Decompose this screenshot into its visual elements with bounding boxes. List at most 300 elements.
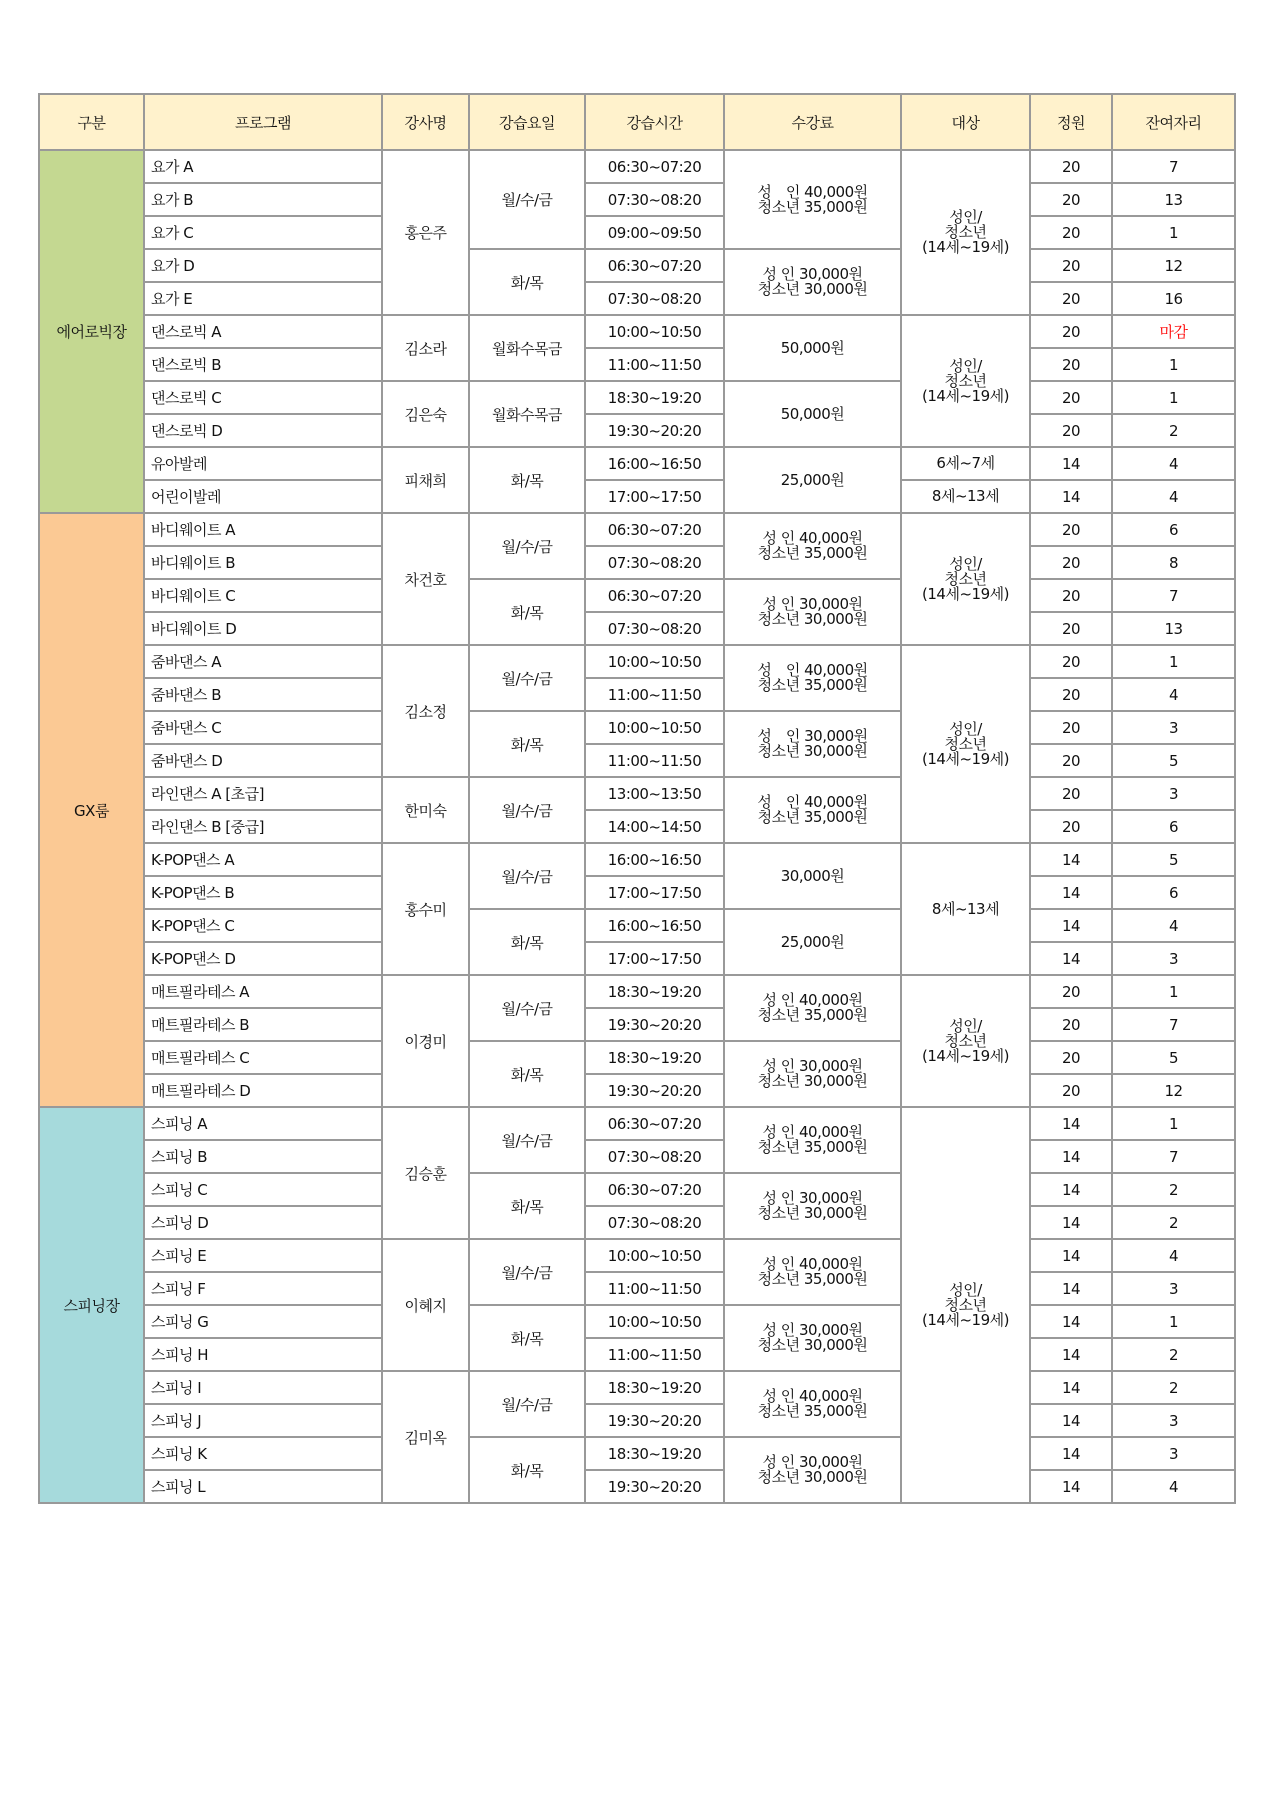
fee-cell bbox=[724, 1239, 901, 1305]
header-row bbox=[39, 94, 1235, 150]
class-time: 06:30~07:20 bbox=[585, 249, 724, 282]
class-time: 09:00~09:50 bbox=[585, 216, 724, 249]
instructor-name: 이혜지 bbox=[382, 1239, 469, 1371]
program-name: 바디웨이트 D bbox=[144, 612, 382, 645]
cell-line: 성인/ bbox=[949, 208, 982, 226]
remaining-seats: 4 bbox=[1112, 447, 1235, 480]
instructor-name: 김소라 bbox=[382, 315, 469, 381]
header-time: 강습시간 bbox=[585, 94, 724, 150]
class-days: 월화수목금 bbox=[469, 315, 585, 381]
cell-line: 청소년 30,000원 bbox=[757, 1336, 868, 1354]
fee-cell bbox=[724, 1041, 901, 1107]
class-days: 화/목 bbox=[469, 447, 585, 513]
table-row bbox=[39, 1107, 1235, 1140]
class-days: 화/목 bbox=[469, 909, 585, 975]
target-cell bbox=[901, 645, 1030, 843]
header-days: 강습요일 bbox=[469, 94, 585, 150]
cell-line: 성 인 30,000원 bbox=[762, 1321, 863, 1339]
fee-cell bbox=[724, 777, 901, 843]
capacity: 20 bbox=[1030, 315, 1112, 348]
remaining-seats: 6 bbox=[1112, 876, 1235, 909]
cell-line: 청소년 30,000원 bbox=[757, 742, 868, 760]
cell-line: 성인/ bbox=[949, 554, 982, 573]
remaining-seats: 12 bbox=[1112, 249, 1235, 282]
remaining-seats: 6 bbox=[1112, 513, 1235, 546]
fee-cell bbox=[724, 249, 901, 315]
program-name: 어린이발레 bbox=[144, 480, 382, 513]
remaining-seats: 5 bbox=[1112, 843, 1235, 876]
table-row bbox=[39, 282, 1235, 315]
capacity: 14 bbox=[1030, 1140, 1112, 1173]
capacity: 14 bbox=[1030, 1173, 1112, 1206]
remaining-seats: 4 bbox=[1112, 1470, 1235, 1503]
fee-cell bbox=[724, 909, 901, 975]
class-days: 월/수/금 bbox=[469, 645, 585, 711]
capacity: 20 bbox=[1030, 546, 1112, 579]
class-days: 화/목 bbox=[469, 579, 585, 645]
cell-line: 50,000원 bbox=[780, 338, 845, 357]
capacity: 20 bbox=[1030, 579, 1112, 612]
program-name: 스피닝 J bbox=[144, 1404, 382, 1437]
table-row bbox=[39, 1206, 1235, 1239]
class-time: 11:00~11:50 bbox=[585, 348, 724, 381]
fee-cell bbox=[724, 975, 901, 1041]
table-row bbox=[39, 183, 1235, 216]
capacity: 20 bbox=[1030, 513, 1112, 546]
cell-line: 성 인 40,000원 bbox=[757, 661, 868, 679]
program-name: 스피닝 H bbox=[144, 1338, 382, 1371]
fee-cell bbox=[724, 579, 901, 645]
program-name: 줌바댄스 A bbox=[144, 645, 382, 678]
program-name: K-POP댄스 B bbox=[144, 876, 382, 909]
table-row bbox=[39, 249, 1235, 282]
class-days: 월/수/금 bbox=[469, 1107, 585, 1173]
cell-line: 청소년 bbox=[944, 223, 987, 241]
table-row bbox=[39, 150, 1235, 183]
cell-line: 청소년 30,000원 bbox=[757, 1468, 868, 1486]
table-row bbox=[39, 1305, 1235, 1338]
table-row bbox=[39, 1272, 1235, 1305]
cell-line: 청소년 bbox=[944, 1295, 987, 1314]
remaining-seats-closed-badge: 마감 bbox=[1112, 315, 1235, 348]
program-name: 스피닝 B bbox=[144, 1140, 382, 1173]
cell-line: (14세~19세) bbox=[922, 584, 1009, 603]
remaining-seats: 3 bbox=[1112, 1437, 1235, 1470]
capacity: 14 bbox=[1030, 1404, 1112, 1437]
class-time: 18:30~19:20 bbox=[585, 1437, 724, 1470]
instructor-name: 홍은주 bbox=[382, 150, 469, 315]
table-row bbox=[39, 843, 1235, 876]
table-row bbox=[39, 546, 1235, 579]
table-row bbox=[39, 447, 1235, 480]
program-name: 유아발레 bbox=[144, 447, 382, 480]
remaining-seats: 4 bbox=[1112, 1239, 1235, 1272]
category-cell: GX룸 bbox=[39, 513, 144, 1107]
cell-line: 30,000원 bbox=[780, 866, 845, 885]
class-time: 10:00~10:50 bbox=[585, 1239, 724, 1272]
class-time: 07:30~08:20 bbox=[585, 183, 724, 216]
class-time: 11:00~11:50 bbox=[585, 678, 724, 711]
table-row bbox=[39, 381, 1235, 414]
instructor-name: 한미숙 bbox=[382, 777, 469, 843]
program-name: 바디웨이트 A bbox=[144, 513, 382, 546]
fee-cell bbox=[724, 1371, 901, 1437]
class-time: 07:30~08:20 bbox=[585, 282, 724, 315]
header-fee: 수강료 bbox=[724, 94, 901, 150]
remaining-seats: 1 bbox=[1112, 645, 1235, 678]
cell-line: 청소년 35,000원 bbox=[757, 676, 868, 694]
capacity: 14 bbox=[1030, 1338, 1112, 1371]
class-time: 06:30~07:20 bbox=[585, 579, 724, 612]
program-name: 스피닝 C bbox=[144, 1173, 382, 1206]
remaining-seats: 13 bbox=[1112, 612, 1235, 645]
class-days: 화/목 bbox=[469, 711, 585, 777]
capacity: 14 bbox=[1030, 1206, 1112, 1239]
cell-line: 청소년 30,000원 bbox=[757, 1072, 868, 1090]
cell-line: (14세~19세) bbox=[922, 1046, 1009, 1065]
class-days: 화/목 bbox=[469, 1041, 585, 1107]
remaining-seats: 4 bbox=[1112, 678, 1235, 711]
cell-line: 성 인 30,000원 bbox=[762, 1189, 863, 1207]
program-name: 요가 B bbox=[144, 183, 382, 216]
capacity: 20 bbox=[1030, 1041, 1112, 1074]
class-time: 06:30~07:20 bbox=[585, 1107, 724, 1140]
capacity: 14 bbox=[1030, 909, 1112, 942]
header-category: 구분 bbox=[39, 94, 144, 150]
class-time: 16:00~16:50 bbox=[585, 843, 724, 876]
capacity: 20 bbox=[1030, 810, 1112, 843]
program-name: 바디웨이트 B bbox=[144, 546, 382, 579]
remaining-seats: 7 bbox=[1112, 579, 1235, 612]
cell-line: 성 인 30,000원 bbox=[762, 595, 863, 613]
cell-line: 청소년 35,000원 bbox=[757, 1402, 868, 1420]
target-cell bbox=[901, 150, 1030, 315]
cell-line: 성인/ bbox=[949, 1016, 982, 1035]
table-row bbox=[39, 414, 1235, 447]
table-row bbox=[39, 315, 1235, 348]
class-time: 13:00~13:50 bbox=[585, 777, 724, 810]
table-row bbox=[39, 1074, 1235, 1107]
class-time: 16:00~16:50 bbox=[585, 909, 724, 942]
program-name: 라인댄스 B [중급] bbox=[144, 810, 382, 843]
capacity: 20 bbox=[1030, 183, 1112, 216]
header-target: 대상 bbox=[901, 94, 1030, 150]
remaining-seats: 7 bbox=[1112, 150, 1235, 183]
class-days: 화/목 bbox=[469, 1305, 585, 1371]
cell-line: 성 인 40,000원 bbox=[762, 529, 863, 547]
table-row bbox=[39, 942, 1235, 975]
target-cell bbox=[901, 447, 1030, 480]
capacity: 14 bbox=[1030, 1239, 1112, 1272]
instructor-name: 차건호 bbox=[382, 513, 469, 645]
cell-line: 청소년 35,000원 bbox=[757, 808, 868, 826]
table-row bbox=[39, 678, 1235, 711]
target-cell bbox=[901, 843, 1030, 975]
class-time: 07:30~08:20 bbox=[585, 612, 724, 645]
remaining-seats: 4 bbox=[1112, 909, 1235, 942]
class-time: 19:30~20:20 bbox=[585, 414, 724, 447]
instructor-name: 피채희 bbox=[382, 447, 469, 513]
table-row bbox=[39, 777, 1235, 810]
class-time: 07:30~08:20 bbox=[585, 1140, 724, 1173]
table-row bbox=[39, 1239, 1235, 1272]
capacity: 14 bbox=[1030, 480, 1112, 513]
class-time: 17:00~17:50 bbox=[585, 480, 724, 513]
program-name: 매트필라테스 C bbox=[144, 1041, 382, 1074]
program-name: 댄스로빅 B bbox=[144, 348, 382, 381]
cell-line: 성 인 30,000원 bbox=[762, 1453, 863, 1471]
class-time: 11:00~11:50 bbox=[585, 1338, 724, 1371]
fee-cell bbox=[724, 1437, 901, 1503]
program-name: K-POP댄스 D bbox=[144, 942, 382, 975]
capacity: 20 bbox=[1030, 216, 1112, 249]
class-time: 18:30~19:20 bbox=[585, 1371, 724, 1404]
class-days: 월/수/금 bbox=[469, 975, 585, 1041]
table-row bbox=[39, 810, 1235, 843]
cell-line: 성 인 40,000원 bbox=[757, 793, 868, 811]
header-instructor: 강사명 bbox=[382, 94, 469, 150]
remaining-seats: 1 bbox=[1112, 1305, 1235, 1338]
cell-line: 청소년 35,000원 bbox=[757, 1006, 868, 1024]
cell-line: 성 인 30,000원 bbox=[762, 265, 863, 283]
class-time: 10:00~10:50 bbox=[585, 1305, 724, 1338]
program-name: 스피닝 K bbox=[144, 1437, 382, 1470]
class-time: 19:30~20:20 bbox=[585, 1404, 724, 1437]
class-time: 18:30~19:20 bbox=[585, 1041, 724, 1074]
category-cell: 에어로빅장 bbox=[39, 150, 144, 513]
fee-cell bbox=[724, 1305, 901, 1371]
class-time: 17:00~17:50 bbox=[585, 876, 724, 909]
cell-line: (14세~19세) bbox=[922, 386, 1009, 405]
class-time: 11:00~11:50 bbox=[585, 744, 724, 777]
header-program: 프로그램 bbox=[144, 94, 382, 150]
cell-line: (14세~19세) bbox=[922, 238, 1009, 256]
remaining-seats: 1 bbox=[1112, 216, 1235, 249]
capacity: 14 bbox=[1030, 1371, 1112, 1404]
program-name: 댄스로빅 D bbox=[144, 414, 382, 447]
cell-line: 성 인 30,000원 bbox=[757, 727, 868, 745]
cell-line: 청소년 35,000원 bbox=[757, 1138, 868, 1156]
table-row bbox=[39, 1437, 1235, 1470]
header-remaining: 잔여자리 bbox=[1112, 94, 1235, 150]
table-row bbox=[39, 909, 1235, 942]
instructor-name: 홍수미 bbox=[382, 843, 469, 975]
remaining-seats: 2 bbox=[1112, 1338, 1235, 1371]
capacity: 20 bbox=[1030, 678, 1112, 711]
cell-line: 8세~13세 bbox=[931, 487, 1000, 505]
table-row bbox=[39, 1008, 1235, 1041]
capacity: 14 bbox=[1030, 1107, 1112, 1140]
class-time: 18:30~19:20 bbox=[585, 381, 724, 414]
table-row bbox=[39, 1338, 1235, 1371]
cell-line: 성 인 40,000원 bbox=[762, 1255, 863, 1273]
instructor-name: 김승훈 bbox=[382, 1107, 469, 1239]
class-time: 18:30~19:20 bbox=[585, 975, 724, 1008]
capacity: 14 bbox=[1030, 942, 1112, 975]
capacity: 14 bbox=[1030, 1305, 1112, 1338]
cell-line: (14세~19세) bbox=[922, 749, 1009, 768]
program-name: 스피닝 I bbox=[144, 1371, 382, 1404]
table-row bbox=[39, 1041, 1235, 1074]
program-name: 스피닝 E bbox=[144, 1239, 382, 1272]
fee-cell bbox=[724, 315, 901, 381]
table-row bbox=[39, 348, 1235, 381]
instructor-name: 김미옥 bbox=[382, 1371, 469, 1503]
fee-cell bbox=[724, 513, 901, 579]
class-time: 10:00~10:50 bbox=[585, 645, 724, 678]
capacity: 20 bbox=[1030, 249, 1112, 282]
capacity: 20 bbox=[1030, 612, 1112, 645]
capacity: 20 bbox=[1030, 711, 1112, 744]
table-row bbox=[39, 579, 1235, 612]
program-name: 스피닝 D bbox=[144, 1206, 382, 1239]
remaining-seats: 7 bbox=[1112, 1008, 1235, 1041]
fee-cell bbox=[724, 381, 901, 447]
capacity: 14 bbox=[1030, 843, 1112, 876]
instructor-name: 김은숙 bbox=[382, 381, 469, 447]
cell-line: 청소년 bbox=[944, 569, 987, 588]
remaining-seats: 3 bbox=[1112, 777, 1235, 810]
remaining-seats: 8 bbox=[1112, 546, 1235, 579]
fee-cell bbox=[724, 1107, 901, 1173]
class-time: 10:00~10:50 bbox=[585, 315, 724, 348]
class-days: 월화수목금 bbox=[469, 381, 585, 447]
capacity: 14 bbox=[1030, 1437, 1112, 1470]
class-days: 화/목 bbox=[469, 249, 585, 315]
cell-line: 성인/ bbox=[949, 356, 982, 375]
category-cell: 스피닝장 bbox=[39, 1107, 144, 1503]
cell-line: 성 인 40,000원 bbox=[762, 1123, 863, 1141]
remaining-seats: 6 bbox=[1112, 810, 1235, 843]
remaining-seats: 2 bbox=[1112, 414, 1235, 447]
cell-line: 25,000원 bbox=[780, 470, 845, 489]
class-days: 화/목 bbox=[469, 1437, 585, 1503]
cell-line: 성인/ bbox=[949, 719, 982, 738]
capacity: 20 bbox=[1030, 645, 1112, 678]
cell-line: 청소년 30,000원 bbox=[757, 280, 868, 298]
table-row bbox=[39, 1371, 1235, 1404]
cell-line: 6세~7세 bbox=[936, 454, 995, 472]
header-capacity: 정원 bbox=[1030, 94, 1112, 150]
remaining-seats: 16 bbox=[1112, 282, 1235, 315]
program-name: 요가 A bbox=[144, 150, 382, 183]
class-time: 07:30~08:20 bbox=[585, 1206, 724, 1239]
remaining-seats: 1 bbox=[1112, 1107, 1235, 1140]
cell-line: 청소년 bbox=[944, 734, 987, 753]
cell-line: 청소년 bbox=[944, 1031, 987, 1050]
capacity: 20 bbox=[1030, 777, 1112, 810]
capacity: 20 bbox=[1030, 414, 1112, 447]
table-row bbox=[39, 612, 1235, 645]
instructor-name: 이경미 bbox=[382, 975, 469, 1107]
remaining-seats: 7 bbox=[1112, 1140, 1235, 1173]
program-name: 매트필라테스 A bbox=[144, 975, 382, 1008]
program-name: K-POP댄스 C bbox=[144, 909, 382, 942]
class-time: 11:00~11:50 bbox=[585, 1272, 724, 1305]
table-row bbox=[39, 876, 1235, 909]
program-name: 스피닝 A bbox=[144, 1107, 382, 1140]
capacity: 20 bbox=[1030, 744, 1112, 777]
remaining-seats: 5 bbox=[1112, 744, 1235, 777]
capacity: 20 bbox=[1030, 1008, 1112, 1041]
class-time: 19:30~20:20 bbox=[585, 1074, 724, 1107]
capacity: 20 bbox=[1030, 1074, 1112, 1107]
cell-line: 성 인 40,000원 bbox=[757, 182, 868, 201]
table-row bbox=[39, 1173, 1235, 1206]
remaining-seats: 4 bbox=[1112, 480, 1235, 513]
table-row bbox=[39, 1470, 1235, 1503]
class-time: 16:00~16:50 bbox=[585, 447, 724, 480]
fee-cell bbox=[724, 843, 901, 909]
program-name: 바디웨이트 C bbox=[144, 579, 382, 612]
program-name: 매트필라테스 D bbox=[144, 1074, 382, 1107]
capacity: 14 bbox=[1030, 1470, 1112, 1503]
capacity: 14 bbox=[1030, 876, 1112, 909]
table-row bbox=[39, 480, 1235, 513]
class-days: 월/수/금 bbox=[469, 777, 585, 843]
cell-line: 청소년 35,000원 bbox=[757, 197, 868, 216]
cell-line: 청소년 30,000원 bbox=[757, 610, 868, 628]
table-row bbox=[39, 711, 1235, 744]
cell-line: 25,000원 bbox=[780, 932, 845, 951]
class-days: 월/수/금 bbox=[469, 1239, 585, 1305]
cell-line: 성 인 40,000원 bbox=[762, 1387, 863, 1405]
remaining-seats: 2 bbox=[1112, 1173, 1235, 1206]
capacity: 20 bbox=[1030, 348, 1112, 381]
class-days: 월/수/금 bbox=[469, 150, 585, 249]
class-time: 06:30~07:20 bbox=[585, 1173, 724, 1206]
cell-line: 청소년 35,000원 bbox=[757, 1270, 868, 1288]
program-name: 줌바댄스 B bbox=[144, 678, 382, 711]
class-time: 17:00~17:50 bbox=[585, 942, 724, 975]
target-cell bbox=[901, 480, 1030, 513]
program-name: 댄스로빅 C bbox=[144, 381, 382, 414]
table-row bbox=[39, 513, 1235, 546]
cell-line: (14세~19세) bbox=[922, 1310, 1009, 1329]
table-row bbox=[39, 216, 1235, 249]
program-name: 요가 E bbox=[144, 282, 382, 315]
capacity: 20 bbox=[1030, 381, 1112, 414]
program-name: 댄스로빅 A bbox=[144, 315, 382, 348]
class-time: 07:30~08:20 bbox=[585, 546, 724, 579]
remaining-seats: 3 bbox=[1112, 1272, 1235, 1305]
fee-cell bbox=[724, 711, 901, 777]
program-schedule-table bbox=[38, 93, 1236, 1504]
remaining-seats: 2 bbox=[1112, 1371, 1235, 1404]
table-row bbox=[39, 744, 1235, 777]
program-name: 줌바댄스 D bbox=[144, 744, 382, 777]
capacity: 20 bbox=[1030, 282, 1112, 315]
remaining-seats: 12 bbox=[1112, 1074, 1235, 1107]
target-cell bbox=[901, 315, 1030, 447]
class-time: 06:30~07:20 bbox=[585, 150, 724, 183]
remaining-seats: 1 bbox=[1112, 381, 1235, 414]
cell-line: 성 인 40,000원 bbox=[762, 991, 863, 1009]
fee-cell bbox=[724, 645, 901, 711]
capacity: 14 bbox=[1030, 1272, 1112, 1305]
class-days: 월/수/금 bbox=[469, 843, 585, 909]
program-name: 스피닝 L bbox=[144, 1470, 382, 1503]
class-days: 월/수/금 bbox=[469, 1371, 585, 1437]
program-name: 스피닝 G bbox=[144, 1305, 382, 1338]
table-row bbox=[39, 975, 1235, 1008]
cell-line: 성인/ bbox=[949, 1280, 982, 1299]
cell-line: 청소년 bbox=[944, 371, 987, 390]
target-cell bbox=[901, 1107, 1030, 1503]
program-name: 매트필라테스 B bbox=[144, 1008, 382, 1041]
class-time: 19:30~20:20 bbox=[585, 1470, 724, 1503]
class-days: 화/목 bbox=[469, 1173, 585, 1239]
